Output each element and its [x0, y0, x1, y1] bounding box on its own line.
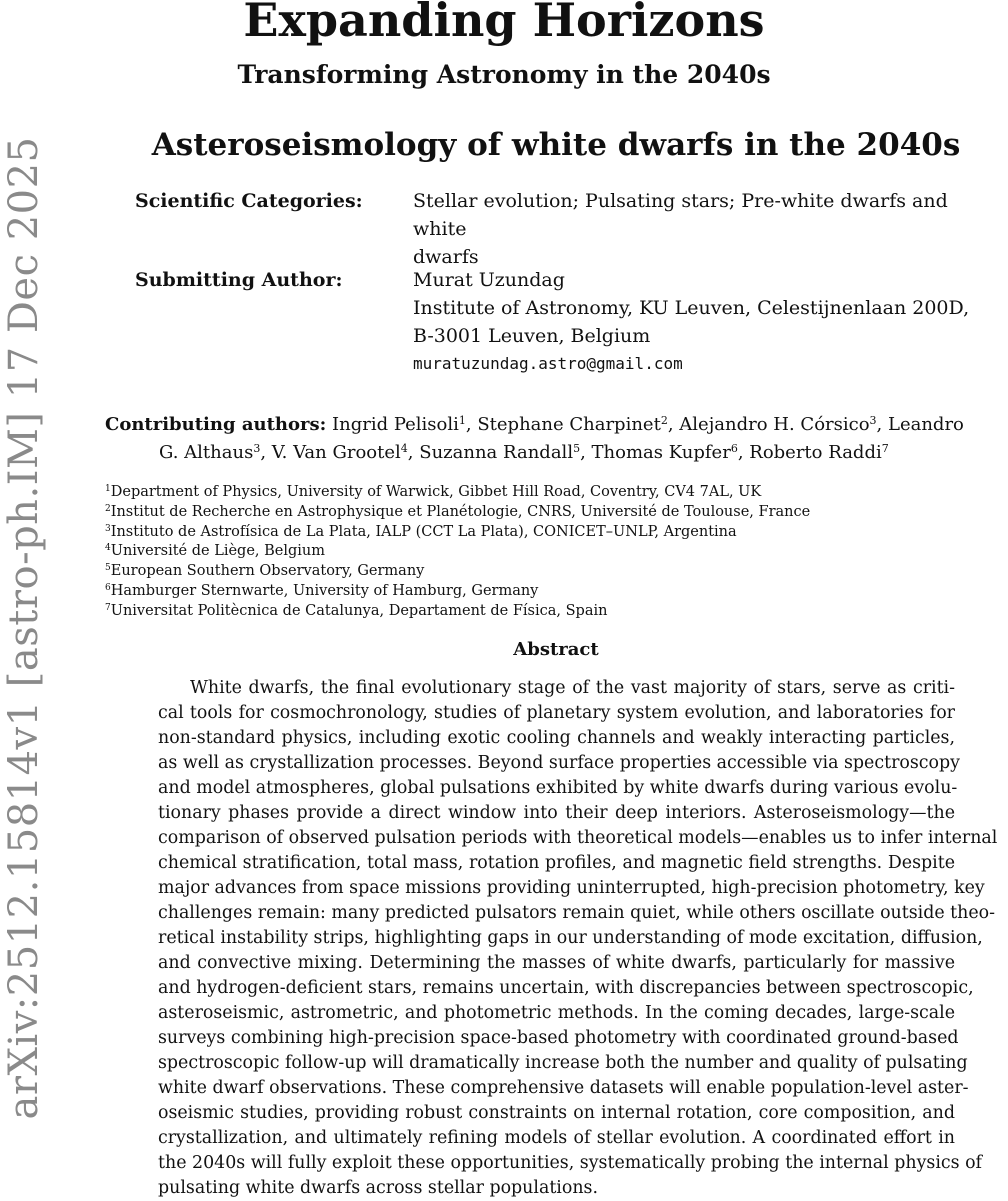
submitting-author-value [413, 266, 1003, 378]
arxiv-stamp [0, 0, 48, 1200]
categories-line: dwarfs [413, 246, 479, 268]
abstract-line: asteroseismic, astrometric, and photometric methods. In the coming decades, large-scale [158, 1003, 955, 1023]
affiliation-item [105, 562, 810, 582]
abstract-line: tionary phases provide a direct window into their deep interiors. Asteroseismology—the [158, 803, 955, 823]
series-title: Expanding Horizons [243, 0, 765, 47]
author: Alejandro H. Córsico [679, 414, 870, 435]
abstract-body [158, 676, 998, 1201]
abstract-line: non-standard physics, including exotic cooling channels and weakly interacting particles, [158, 728, 955, 748]
affiliation-text: Institut de Recherche en Astrophysique et Planétologie, CNRS, Université de Toulouse, France [110, 503, 811, 520]
affiliation-item [105, 503, 810, 523]
submitting-author-label: Submitting Author: [135, 269, 343, 291]
paper-title: Asteroseismology of white dwarfs in the 2040s [151, 127, 961, 163]
abstract-line: crystallization, and ultimately refining models of stellar evolution. A coordinated effort in [158, 1128, 955, 1148]
author: Stephane Charpinet [477, 414, 661, 435]
categories-value [413, 187, 1003, 271]
abstract-line: as well as crystallization processes. Beyond surface properties accessible via spectroscopy [158, 753, 960, 773]
affiliation-text: Universitat Politècnica de Catalunya, Departament de Física, Spain [110, 602, 608, 619]
affiliation-marker: 6 [730, 442, 738, 455]
author-address: B-3001 Leuven, Belgium [413, 325, 651, 347]
abstract-line: the 2040s will fully exploit these opportunities, systematically probing the internal physics of [158, 1153, 982, 1173]
affiliation-marker: 3 [253, 442, 261, 455]
abstract-line: White dwarfs, the final evolutionary stage of the vast majority of stars, serve as criti- [190, 678, 955, 698]
affiliation-number: 4 [105, 543, 111, 554]
categories-line: Stellar evolution; Pulsating stars; Pre-white dwarfs and white [413, 190, 948, 240]
author: G. Althaus [159, 442, 254, 463]
affiliation-marker: 5 [573, 442, 581, 455]
affiliation-text: Université de Liège, Belgium [110, 543, 326, 560]
abstract-line: and model atmospheres, global pulsations exhibited by white dwarfs during various evolu- [158, 778, 958, 798]
series-subtitle: Transforming Astronomy in the 2040s [237, 60, 771, 89]
author: Ingrid Pelisoli [331, 414, 459, 435]
affiliation-number: 3 [105, 523, 111, 534]
affiliation-number: 7 [105, 602, 111, 613]
author-name: Murat Uzundag [413, 269, 565, 291]
affiliation-item [105, 542, 810, 562]
abstract-line: pulsating white dwarfs across stellar populations. [158, 1178, 598, 1198]
affiliation-text: European Southern Observatory, Germany [110, 563, 425, 580]
affiliation-text: Hamburger Sternwarte, University of Hamburg, Germany [110, 582, 539, 599]
affiliation-marker: 1 [458, 414, 466, 427]
affiliation-number: 6 [105, 582, 111, 593]
author-address: Institute of Astronomy, KU Leuven, Celestijnenlaan 200D, [413, 297, 970, 319]
contributing-authors: Contributing authors: Ingrid Pelisoli$^1$, Stephane Charpinet$^2$, Alejandro H. Córsico$^3$, Leandro G. Althaus$^3$, V. Van Grootel$^4$, Suzanna Randall$^5$, Thomas Kupfer$^6$, Roberto Raddi$^7$ [105, 414, 964, 463]
abstract-line: chemical stratification, total mass, rotation profiles, and magnetic field strengths. Despite [158, 853, 955, 873]
abstract-line: and convective mixing. Determining the masses of white dwarfs, particularly for massive [158, 953, 955, 973]
author: Thomas Kupfer [591, 442, 731, 463]
abstract-line: surveys combining high-precision space-based photometry with coordinated ground-based [158, 1028, 959, 1048]
abstract-line: spectroscopic follow-up will dramatically increase both the number and quality of pulsating [158, 1053, 968, 1073]
affiliation-item [105, 523, 810, 543]
affiliation-item [105, 582, 810, 602]
affiliation-marker: 7 [881, 442, 889, 455]
abstract-heading: Abstract [513, 639, 599, 660]
author: Leandro [888, 414, 964, 435]
affiliation-item [105, 602, 810, 622]
contributors-label: Contributing authors: [105, 414, 327, 435]
affiliation-marker: 3 [869, 414, 877, 427]
author-email[interactable]: muratuzundag.astro@gmail.com [413, 354, 683, 373]
abstract-line: comparison of observed pulsation periods with theoretical models—enables us to infer internal [158, 828, 998, 848]
abstract-line: white dwarf observations. These comprehensive datasets will enable population-level aster- [158, 1078, 969, 1098]
affiliation-number: 2 [105, 503, 111, 514]
author: V. Van Grootel [271, 442, 401, 463]
categories-label: Scientific Categories: [135, 190, 363, 212]
abstract-line: retical instability strips, highlighting gaps in our understanding of mode excitation, diffusion, [158, 928, 983, 948]
affiliations-list [105, 483, 810, 622]
affiliation-marker: 4 [400, 442, 408, 455]
affiliation-text: Instituto de Astrofísica de La Plata, IALP (CCT La Plata), CONICET–UNLP, Argentina [110, 523, 737, 540]
affiliation-number: 1 [105, 484, 111, 494]
author: Roberto Raddi [749, 442, 882, 463]
affiliation-marker: 2 [660, 414, 668, 427]
affiliation-item [105, 483, 810, 503]
abstract-line: challenges remain: many predicted pulsators remain quiet, while others oscillate outside theo- [158, 903, 996, 923]
abstract-line: cal tools for cosmochronology, studies of planetary system evolution, and laboratories for [158, 703, 955, 723]
affiliation-text: Department of Physics, University of Warwick, Gibbet Hill Road, Coventry, CV4 7AL, UK [110, 484, 762, 500]
arxiv-identifier: arXiv:2512.15814v1 [astro-ph.IM] 17 Dec 2025 [1, 136, 47, 1120]
abstract-line: major advances from space missions providing uninterrupted, high-precision photometry, key [158, 878, 985, 898]
abstract-line: oseismic studies, providing robust constraints on internal rotation, core composition, and [158, 1103, 955, 1123]
author: Suzanna Randall [419, 442, 574, 463]
abstract-line: and hydrogen-deficient stars, remains uncertain, with discrepancies between spectroscopic, [158, 978, 974, 998]
affiliation-number: 5 [105, 563, 111, 574]
